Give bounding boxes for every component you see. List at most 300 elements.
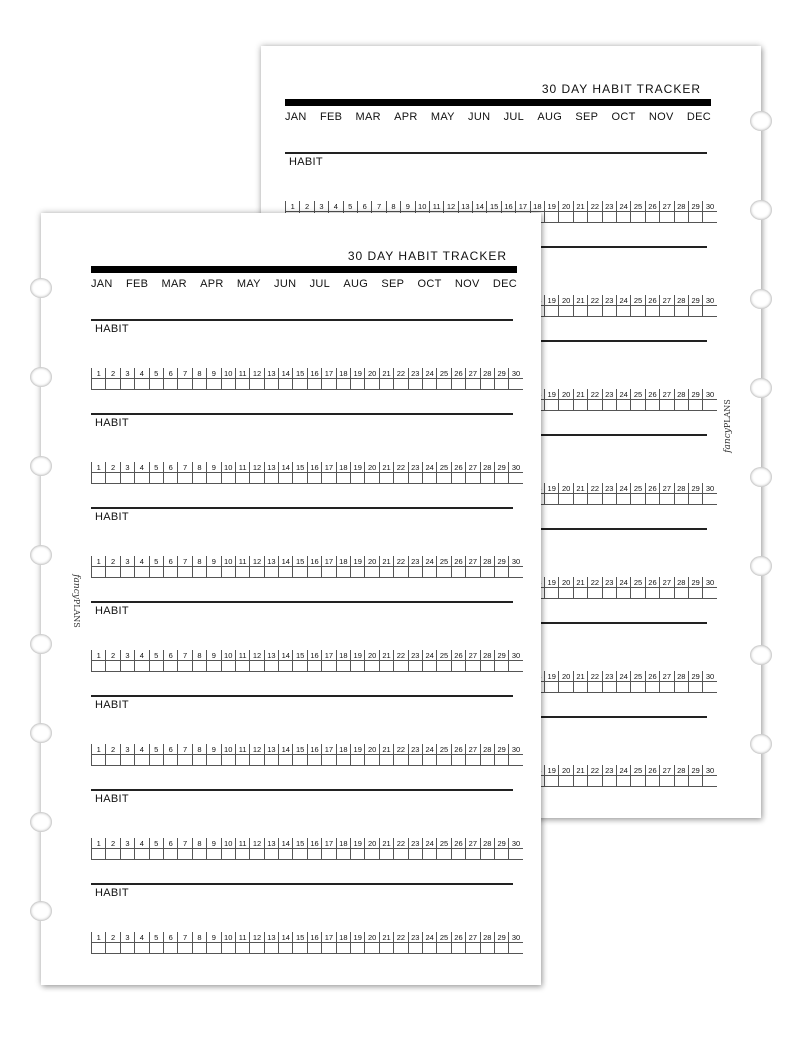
day-cell[interactable] <box>645 577 659 599</box>
habit-name-line[interactable] <box>91 319 513 321</box>
day-cell[interactable] <box>436 650 450 672</box>
day-cell[interactable] <box>235 650 249 672</box>
day-cell[interactable] <box>249 462 263 484</box>
day-cell[interactable] <box>558 671 572 693</box>
day-cell[interactable] <box>134 368 148 390</box>
day-cell[interactable] <box>120 556 134 578</box>
day-cell[interactable] <box>494 462 508 484</box>
month-mar[interactable]: MAR <box>355 111 381 123</box>
day-cell[interactable] <box>573 483 587 505</box>
month-feb[interactable]: FEB <box>319 111 343 123</box>
day-cell[interactable] <box>177 650 191 672</box>
day-cell[interactable] <box>249 932 263 954</box>
day-cell[interactable] <box>278 838 292 860</box>
day-cell[interactable] <box>192 932 206 954</box>
day-cell[interactable] <box>163 838 177 860</box>
day-cell[interactable] <box>364 368 378 390</box>
day-cell[interactable] <box>674 295 688 317</box>
day-cell[interactable] <box>544 765 558 787</box>
day-cell[interactable] <box>544 201 558 223</box>
day-cell[interactable] <box>292 462 306 484</box>
month-sep[interactable]: SEP <box>575 111 599 123</box>
day-cell[interactable] <box>616 483 630 505</box>
day-cell[interactable] <box>278 932 292 954</box>
month-jan[interactable]: JAN <box>91 278 113 290</box>
day-cell[interactable] <box>688 201 702 223</box>
month-jul[interactable]: JUL <box>503 111 525 123</box>
day-cell[interactable] <box>573 389 587 411</box>
day-cell[interactable] <box>192 650 206 672</box>
day-cell[interactable] <box>674 765 688 787</box>
day-cell[interactable] <box>393 368 407 390</box>
day-cell[interactable] <box>264 556 278 578</box>
day-cell[interactable] <box>616 201 630 223</box>
day-cell[interactable] <box>120 838 134 860</box>
day-cell[interactable] <box>674 201 688 223</box>
day-cell[interactable] <box>393 744 407 766</box>
day-cell[interactable] <box>336 462 350 484</box>
day-cell[interactable] <box>364 744 378 766</box>
day-cell[interactable] <box>702 295 716 317</box>
day-cell[interactable] <box>573 577 587 599</box>
day-cell[interactable] <box>350 368 364 390</box>
day-cell[interactable] <box>350 932 364 954</box>
day-cell[interactable] <box>307 932 321 954</box>
habit-name-line[interactable] <box>91 507 513 509</box>
day-cell[interactable] <box>307 650 321 672</box>
day-cell[interactable] <box>292 368 306 390</box>
day-cell[interactable] <box>105 462 119 484</box>
day-cell[interactable] <box>249 744 263 766</box>
day-cell[interactable] <box>336 368 350 390</box>
day-cell[interactable] <box>702 577 716 599</box>
day-cell[interactable] <box>451 462 465 484</box>
day-cell[interactable] <box>465 744 479 766</box>
day-cell[interactable] <box>508 556 522 578</box>
day-cell[interactable] <box>630 201 644 223</box>
day-cell[interactable] <box>192 744 206 766</box>
day-cell[interactable] <box>235 744 249 766</box>
day-cell[interactable] <box>264 932 278 954</box>
day-cell[interactable] <box>494 650 508 672</box>
day-cell[interactable] <box>408 650 422 672</box>
day-cell[interactable] <box>558 765 572 787</box>
day-cell[interactable] <box>688 483 702 505</box>
day-cell[interactable] <box>321 556 335 578</box>
day-cell[interactable] <box>278 556 292 578</box>
day-cell[interactable] <box>264 744 278 766</box>
day-cell[interactable] <box>149 650 163 672</box>
day-cell[interactable] <box>544 295 558 317</box>
day-cell[interactable] <box>206 650 220 672</box>
day-cell[interactable] <box>408 744 422 766</box>
day-cell[interactable] <box>558 389 572 411</box>
day-cell[interactable] <box>494 932 508 954</box>
day-cell[interactable] <box>659 765 673 787</box>
day-cell[interactable] <box>602 671 616 693</box>
day-cell[interactable] <box>292 838 306 860</box>
day-cell[interactable] <box>544 577 558 599</box>
day-cell[interactable] <box>494 368 508 390</box>
day-cell[interactable] <box>163 556 177 578</box>
day-cell[interactable] <box>630 765 644 787</box>
day-cell[interactable] <box>221 368 235 390</box>
day-cell[interactable] <box>321 462 335 484</box>
day-cell[interactable] <box>587 671 601 693</box>
day-cell[interactable] <box>91 462 105 484</box>
day-cell[interactable] <box>350 838 364 860</box>
day-cell[interactable] <box>587 483 601 505</box>
day-cell[interactable] <box>105 744 119 766</box>
day-cell[interactable] <box>206 556 220 578</box>
day-cell[interactable] <box>379 932 393 954</box>
day-cell[interactable] <box>379 838 393 860</box>
day-cell[interactable] <box>91 650 105 672</box>
day-cell[interactable] <box>408 932 422 954</box>
day-cell[interactable] <box>336 932 350 954</box>
day-cell[interactable] <box>465 462 479 484</box>
day-cell[interactable] <box>480 556 494 578</box>
day-cell[interactable] <box>206 838 220 860</box>
day-cell[interactable] <box>336 556 350 578</box>
day-cell[interactable] <box>436 462 450 484</box>
day-cell[interactable] <box>105 650 119 672</box>
day-cell[interactable] <box>602 201 616 223</box>
day-cell[interactable] <box>558 483 572 505</box>
day-cell[interactable] <box>264 462 278 484</box>
day-cell[interactable] <box>249 838 263 860</box>
day-cell[interactable] <box>544 671 558 693</box>
day-cell[interactable] <box>149 462 163 484</box>
month-sep[interactable]: SEP <box>381 278 405 290</box>
day-cell[interactable] <box>120 650 134 672</box>
day-cell[interactable] <box>292 932 306 954</box>
day-cell[interactable] <box>587 201 601 223</box>
day-cell[interactable] <box>149 838 163 860</box>
day-cell[interactable] <box>616 295 630 317</box>
day-cell[interactable] <box>659 201 673 223</box>
day-cell[interactable] <box>264 838 278 860</box>
day-cell[interactable] <box>206 744 220 766</box>
month-nov[interactable]: NOV <box>648 111 674 123</box>
day-cell[interactable] <box>645 483 659 505</box>
day-cell[interactable] <box>249 368 263 390</box>
day-cell[interactable] <box>393 932 407 954</box>
day-cell[interactable] <box>235 556 249 578</box>
day-cell[interactable] <box>674 671 688 693</box>
day-cell[interactable] <box>422 838 436 860</box>
day-cell[interactable] <box>149 368 163 390</box>
day-cell[interactable] <box>292 556 306 578</box>
month-jun[interactable]: JUN <box>274 278 297 290</box>
day-cell[interactable] <box>465 650 479 672</box>
day-cell[interactable] <box>508 932 522 954</box>
day-cell[interactable] <box>91 932 105 954</box>
day-cell[interactable] <box>321 744 335 766</box>
day-cell[interactable] <box>616 389 630 411</box>
day-cell[interactable] <box>451 838 465 860</box>
day-cell[interactable] <box>436 556 450 578</box>
day-cell[interactable] <box>451 744 465 766</box>
day-cell[interactable] <box>163 462 177 484</box>
month-may[interactable]: MAY <box>430 111 455 123</box>
day-cell[interactable] <box>616 765 630 787</box>
day-cell[interactable] <box>630 577 644 599</box>
day-cell[interactable] <box>480 650 494 672</box>
day-cell[interactable] <box>659 295 673 317</box>
day-cell[interactable] <box>278 650 292 672</box>
day-cell[interactable] <box>702 765 716 787</box>
day-cell[interactable] <box>659 577 673 599</box>
day-cell[interactable] <box>558 201 572 223</box>
day-cell[interactable] <box>177 838 191 860</box>
month-aug[interactable]: AUG <box>343 278 369 290</box>
day-cell[interactable] <box>544 483 558 505</box>
month-apr[interactable]: APR <box>200 278 224 290</box>
day-cell[interactable] <box>105 368 119 390</box>
day-cell[interactable] <box>177 462 191 484</box>
day-cell[interactable] <box>163 368 177 390</box>
day-cell[interactable] <box>393 462 407 484</box>
day-cell[interactable] <box>393 838 407 860</box>
day-cell[interactable] <box>307 838 321 860</box>
month-jun[interactable]: JUN <box>468 111 491 123</box>
day-cell[interactable] <box>587 765 601 787</box>
month-mar[interactable]: MAR <box>161 278 187 290</box>
day-cell[interactable] <box>163 932 177 954</box>
day-cell[interactable] <box>120 368 134 390</box>
day-cell[interactable] <box>436 744 450 766</box>
day-cell[interactable] <box>408 462 422 484</box>
day-cell[interactable] <box>206 368 220 390</box>
day-cell[interactable] <box>192 368 206 390</box>
day-cell[interactable] <box>630 483 644 505</box>
day-cell[interactable] <box>587 295 601 317</box>
day-cell[interactable] <box>659 671 673 693</box>
day-cell[interactable] <box>465 556 479 578</box>
habit-name-line[interactable] <box>91 789 513 791</box>
day-cell[interactable] <box>350 744 364 766</box>
day-cell[interactable] <box>321 838 335 860</box>
day-cell[interactable] <box>688 295 702 317</box>
day-cell[interactable] <box>508 650 522 672</box>
day-cell[interactable] <box>177 368 191 390</box>
day-cell[interactable] <box>465 368 479 390</box>
day-cell[interactable] <box>120 462 134 484</box>
day-cell[interactable] <box>105 932 119 954</box>
day-cell[interactable] <box>573 295 587 317</box>
day-cell[interactable] <box>451 650 465 672</box>
day-cell[interactable] <box>221 462 235 484</box>
day-cell[interactable] <box>645 671 659 693</box>
day-cell[interactable] <box>702 201 716 223</box>
day-cell[interactable] <box>350 556 364 578</box>
day-cell[interactable] <box>480 744 494 766</box>
habit-name-line[interactable] <box>91 883 513 885</box>
day-cell[interactable] <box>192 462 206 484</box>
day-cell[interactable] <box>307 368 321 390</box>
day-cell[interactable] <box>336 650 350 672</box>
day-cell[interactable] <box>602 765 616 787</box>
day-cell[interactable] <box>544 389 558 411</box>
day-cell[interactable] <box>235 838 249 860</box>
day-cell[interactable] <box>494 556 508 578</box>
day-cell[interactable] <box>630 389 644 411</box>
day-cell[interactable] <box>408 838 422 860</box>
day-cell[interactable] <box>264 650 278 672</box>
day-cell[interactable] <box>307 556 321 578</box>
day-cell[interactable] <box>573 671 587 693</box>
day-cell[interactable] <box>688 671 702 693</box>
day-cell[interactable] <box>278 744 292 766</box>
day-cell[interactable] <box>602 483 616 505</box>
day-cell[interactable] <box>587 577 601 599</box>
day-cell[interactable] <box>408 556 422 578</box>
day-cell[interactable] <box>508 744 522 766</box>
day-cell[interactable] <box>465 932 479 954</box>
day-cell[interactable] <box>321 650 335 672</box>
day-cell[interactable] <box>134 744 148 766</box>
habit-name-line[interactable] <box>91 413 513 415</box>
day-cell[interactable] <box>451 932 465 954</box>
day-cell[interactable] <box>379 368 393 390</box>
day-cell[interactable] <box>602 389 616 411</box>
habit-name-line[interactable] <box>91 601 513 603</box>
day-cell[interactable] <box>321 932 335 954</box>
day-cell[interactable] <box>630 295 644 317</box>
day-cell[interactable] <box>558 577 572 599</box>
day-cell[interactable] <box>364 838 378 860</box>
month-apr[interactable]: APR <box>394 111 418 123</box>
day-cell[interactable] <box>221 650 235 672</box>
day-cell[interactable] <box>616 577 630 599</box>
month-nov[interactable]: NOV <box>454 278 480 290</box>
day-cell[interactable] <box>134 932 148 954</box>
day-cell[interactable] <box>379 556 393 578</box>
day-cell[interactable] <box>364 462 378 484</box>
day-cell[interactable] <box>192 838 206 860</box>
day-cell[interactable] <box>192 556 206 578</box>
day-cell[interactable] <box>221 838 235 860</box>
day-cell[interactable] <box>163 650 177 672</box>
day-cell[interactable] <box>645 389 659 411</box>
day-cell[interactable] <box>120 744 134 766</box>
day-cell[interactable] <box>688 389 702 411</box>
day-cell[interactable] <box>645 765 659 787</box>
day-cell[interactable] <box>134 650 148 672</box>
day-cell[interactable] <box>321 368 335 390</box>
day-cell[interactable] <box>422 650 436 672</box>
day-cell[interactable] <box>393 650 407 672</box>
day-cell[interactable] <box>558 295 572 317</box>
day-cell[interactable] <box>422 556 436 578</box>
day-cell[interactable] <box>379 462 393 484</box>
day-cell[interactable] <box>674 577 688 599</box>
day-cell[interactable] <box>436 838 450 860</box>
day-cell[interactable] <box>91 556 105 578</box>
day-cell[interactable] <box>221 556 235 578</box>
day-cell[interactable] <box>278 462 292 484</box>
day-cell[interactable] <box>221 744 235 766</box>
month-dec[interactable]: DEC <box>686 111 711 123</box>
day-cell[interactable] <box>436 932 450 954</box>
day-cell[interactable] <box>149 932 163 954</box>
month-aug[interactable]: AUG <box>537 111 563 123</box>
day-cell[interactable] <box>422 368 436 390</box>
day-cell[interactable] <box>422 462 436 484</box>
day-cell[interactable] <box>688 577 702 599</box>
day-cell[interactable] <box>422 932 436 954</box>
day-cell[interactable] <box>278 368 292 390</box>
day-cell[interactable] <box>379 650 393 672</box>
day-cell[interactable] <box>480 368 494 390</box>
month-oct[interactable]: OCT <box>611 111 636 123</box>
day-cell[interactable] <box>573 201 587 223</box>
day-cell[interactable] <box>91 368 105 390</box>
day-cell[interactable] <box>702 389 716 411</box>
day-cell[interactable] <box>149 556 163 578</box>
day-cell[interactable] <box>307 744 321 766</box>
day-cell[interactable] <box>364 650 378 672</box>
day-cell[interactable] <box>350 650 364 672</box>
day-cell[interactable] <box>659 483 673 505</box>
day-cell[interactable] <box>379 744 393 766</box>
day-cell[interactable] <box>408 368 422 390</box>
day-cell[interactable] <box>307 462 321 484</box>
day-cell[interactable] <box>163 744 177 766</box>
day-cell[interactable] <box>494 838 508 860</box>
day-cell[interactable] <box>134 556 148 578</box>
day-cell[interactable] <box>134 462 148 484</box>
day-cell[interactable] <box>235 462 249 484</box>
day-cell[interactable] <box>702 671 716 693</box>
month-may[interactable]: MAY <box>236 278 261 290</box>
day-cell[interactable] <box>451 556 465 578</box>
day-cell[interactable] <box>264 368 278 390</box>
day-cell[interactable] <box>206 462 220 484</box>
day-cell[interactable] <box>587 389 601 411</box>
month-dec[interactable]: DEC <box>492 278 517 290</box>
month-jul[interactable]: JUL <box>309 278 331 290</box>
day-cell[interactable] <box>149 744 163 766</box>
day-cell[interactable] <box>206 932 220 954</box>
day-cell[interactable] <box>177 744 191 766</box>
day-cell[interactable] <box>508 462 522 484</box>
day-cell[interactable] <box>645 201 659 223</box>
day-cell[interactable] <box>134 838 148 860</box>
month-oct[interactable]: OCT <box>417 278 442 290</box>
day-cell[interactable] <box>350 462 364 484</box>
day-cell[interactable] <box>364 556 378 578</box>
day-cell[interactable] <box>573 765 587 787</box>
day-cell[interactable] <box>508 838 522 860</box>
day-cell[interactable] <box>235 368 249 390</box>
day-cell[interactable] <box>292 744 306 766</box>
day-cell[interactable] <box>702 483 716 505</box>
day-cell[interactable] <box>364 932 378 954</box>
month-jan[interactable]: JAN <box>285 111 307 123</box>
day-cell[interactable] <box>602 577 616 599</box>
day-cell[interactable] <box>645 295 659 317</box>
day-cell[interactable] <box>616 671 630 693</box>
day-cell[interactable] <box>105 556 119 578</box>
day-cell[interactable] <box>336 838 350 860</box>
day-cell[interactable] <box>480 462 494 484</box>
day-cell[interactable] <box>436 368 450 390</box>
month-feb[interactable]: FEB <box>125 278 149 290</box>
habit-name-line[interactable] <box>91 695 513 697</box>
day-cell[interactable] <box>480 932 494 954</box>
